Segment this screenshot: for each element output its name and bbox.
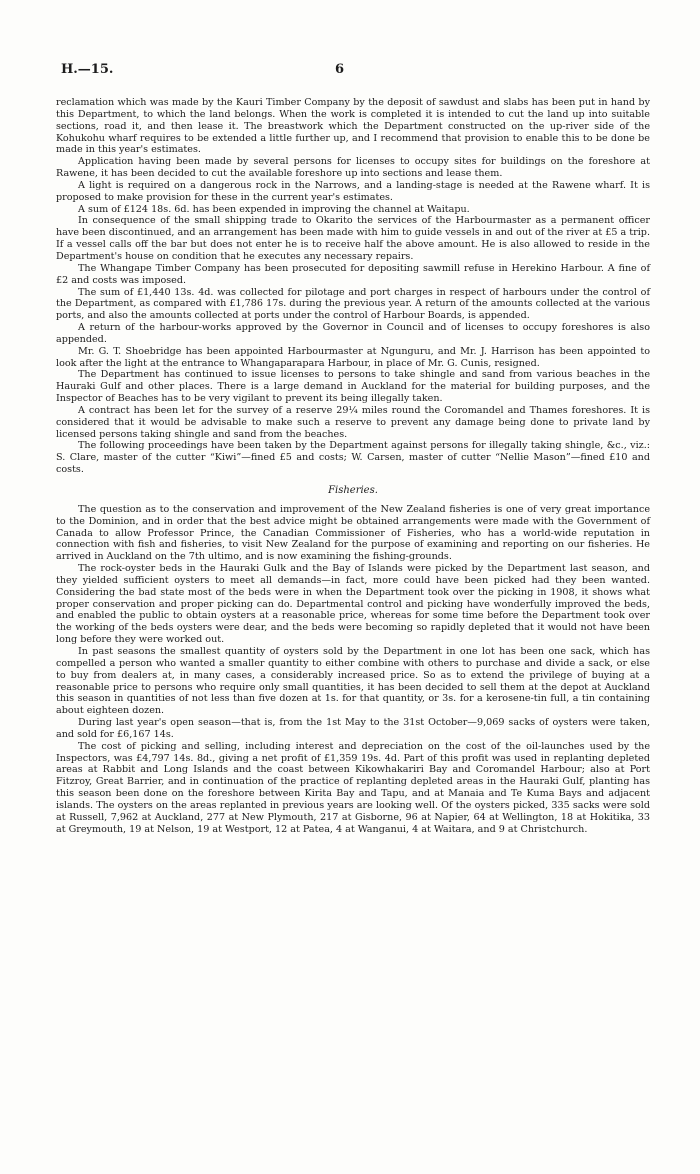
paragraph-oyster-sales: In past seasons the smallest quantity of oysters sold by the Department in one lot has been one sack, which has compelled a person who wanted a smaller quantity to either combine with others to purchase and divide a sack, or else to buy from dealers at, in many cases, a considerably increased price. So as to extend the privilege of buying at a reasonable price to persons who require only small quantities, it has been decided to sell them at the depot at Auckland this season in quantities of not less than five dozen at 1s. for that quantity, or 3s. for a kerosene-tin full, a tin containing about eighteen dozen. [56,645,650,717]
paragraph-picking-costs: The cost of picking and selling, including interest and depreciation on the cost of the oil-launches used by the Inspectors, was £4,797 14s. 8d., giving a net profit of £1,359 19s. 4d. Part of this profit was used in replanting depleted areas at Rabbit and Long Islands and the coast between Kikowhakariri Bay and Coromandel Harbour; also at Port Fitzroy, Great Barrier, and in continuation of the practice of replanting depleted areas in the Hauraki Gulf, planting has this season been done on the foreshore between Kirita Bay and Tapu, and at Manaia and Te Kuma Bays and adjacent islands. The oysters on the areas replanted in previous years are looking well. Of the oysters picked, 335 sacks were sold at Russell, 7,962 at Auckland, 277 at New Plymouth, 217 at Gisborne, 96 at Napier, 64 at Wellington, 18 at Hokitika, 33 at Greymouth, 19 at Nelson, 19 at Westport, 12 at Patea, 4 at Wanganui, 4 at Waitara, and 9 at Christchurch. [56,740,650,835]
paragraph-shingle-licenses: The Department has continued to issue licenses to persons to take shingle and sand from various beaches in the Hauraki Gulf and other places. There is a large demand in Auckland for the material for building purposes, and the Inspector of Beaches has to be very vigilant to prevent its being illegally taken. [56,369,650,405]
paragraph-rawene-foreshore: Application having been made by several persons for licenses to occupy sites for buildings on the foreshore at Rawene, it has been decided to cut the available foreshore up into sections and lease them. [56,156,650,180]
paragraph-reclamation: reclamation which was made by the Kauri Timber Company by the deposit of sawdust and slabs has been put in hand by this Department, to which the land belongs. When the work is completed it is intended to cut the land up into suitable sections, road it, and then lease it. The breastwork which the Department constructed on the up-river side of the Kohukohu wharf requires to be extended a little further up, and I recommend that provision to enable this to be done be made in this year's estimates. [56,97,650,156]
paragraph-reserve-survey: A contract has been let for the survey of a reserve 29¼ miles round the Coromandel and Thames foreshores. It is considered that it would be advisable to make such a reserve to prevent any damage being done to private land by licensed persons taking shingle and sand from the beaches. [56,404,650,440]
document-reference: H.—15. [61,62,114,77]
paragraph-pilotage-charges: The sum of £1,440 13s. 4d. was collected for pilotage and port charges in respect of harbours under the control of the Department, as compared with £1,786 17s. during the previous year. A return of the amounts collected at the various ports, and also the amounts collected at ports under the control of Harbour Boards, is appended. [56,286,650,322]
paragraph-proceedings: The following proceedings have been taken by the Department against persons for illegally taking shingle, &c., viz.: S. Clare, master of the cutter “Kiwi”—fined £5 and costs; W. Carsen, master of cutter “Nellie Mason”—fined £10 and costs. [56,440,650,476]
paragraph-waitapu-channel: A sum of £124 18s. 6d. has been expended in improving the channel at Waitapu. [78,203,470,215]
paragraph-whangape-prosecution: The Whangape Timber Company has been prosecuted for depositing sawmill refuse in Herekino Harbour. A fine of £2 and costs was imposed. [56,262,650,286]
paragraph-appointments: Mr. G. T. Shoebridge has been appointed Harbourmaster at Ngunguru, and Mr. J. Harrison has been appointed to look after the light at the entrance to Whangaparapara Harbour, in place of Mr. G. Cunis, resigned. [56,345,650,369]
paragraph-rock-oyster-beds: The rock-oyster beds in the Hauraki Gulk and the Bay of Islands were picked by the Department last season, and they yielded sufficient oysters to meet all demands—in fact, more could have been picked had they been wanted. Considering the bad state most of the beds were in when the Department took over the picking in 1908, it shows what proper conservation and proper picking can do. Departmental control and picking have wonderfully improved the beds, and enabled the public to obtain oysters at a reasonable price, whereas for some time before the Department took over the working of the beds oysters were dear, and the beds were becoming so rapidly depleted that it would not have been long before they were worked out. [56,563,650,646]
paragraph-fisheries-conservation: The question as to the conservation and improvement of the New Zealand fisheries is one of very great importance to the Dominion, and in order that the best advice might be obtained arrangements were made with the Government of Canada to allow Professor Prince, the Canadian Commissioner of Fisheries, who has a world-wide reputation in connection with fish and fisheries, to visit New Zealand for the purpose of examining and reporting on our fisheries. He arrived in Auckland on the 7th ultimo, and is now examining the fishing-grounds. [56,503,650,563]
section-heading-fisheries: Fisheries. [328,485,378,496]
paragraph-okarito-harbourmaster: In consequence of the small shipping trade to Okarito the services of the Harbourmaster as a permanent officer have been discontinued, and an arrangement has been made with him to guide vessels in and out of the river at £5 a trip. If a vessel calls off the bar but does not enter he is to receive half the above amount. He is also allowed to reside in the Department's house on condition that he executes any necessary repairs. [56,215,650,262]
paragraph-open-season: During last year's open season—that is, from the 1st May to the 31st October—9,069 sacks of oysters were taken, and sold for £6,167 14s. [56,717,650,740]
body-text [56,97,650,835]
paragraph-harbour-works-return: A return of the harbour-works approved by the Governor in Council and of licenses to occupy foreshores is also appended. [56,322,650,345]
page-number: 6 [335,62,345,77]
paragraph-narrows-light: A light is required on a dangerous rock in the Narrows, and a landing-stage is needed at the Rawene wharf. It is proposed to make provision for these in the current year's estimates. [56,179,650,203]
page-header [56,62,650,82]
